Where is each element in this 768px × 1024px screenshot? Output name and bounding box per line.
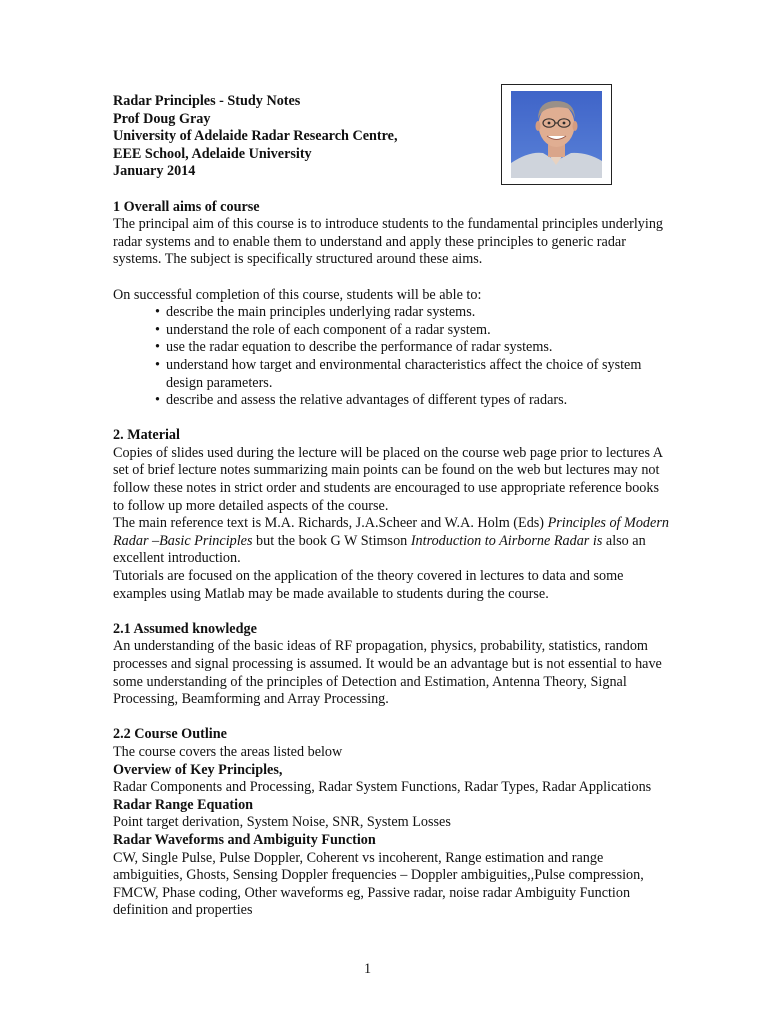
list-item: • describe the main principles underlying radar systems.	[155, 304, 673, 322]
document-date: January 2014	[113, 163, 196, 180]
section-heading-material: 2. Material	[113, 427, 180, 444]
reference-book-title: Principles of Modern Radar –Basic Principles	[113, 515, 669, 549]
section-heading-assumed-knowledge: 2.1 Assumed knowledge	[113, 620, 257, 637]
list-item: • describe and assess the relative advantages of different types of radars.	[155, 392, 673, 410]
section-heading-course-outline: 2.2 Course Outline	[113, 726, 227, 743]
tutorials-paragraph: Tutorials are focused on the application of the theory covered in lectures to data and some examples using Matlab may be made available to students during the course.	[113, 568, 624, 602]
aims-list	[113, 304, 673, 410]
reference-book-title: Introduction to Airborne Radar is	[410, 532, 603, 549]
material-paragraph: Copies of slides used during the lecture will be placed on the course web page prior to lectures A set of brief lecture notes summarizing main points can be found on the web but lectures may not follow these notes in strict order and students are encouraged to use appropriate reference books to follow up more detailed aspects of the course.	[113, 444, 663, 514]
list-item: • understand the role of each component of a radar system.	[155, 322, 673, 340]
topic-heading: Overview of Key Principles,	[113, 761, 283, 778]
document-body	[113, 93, 673, 920]
reference-text: also an excellent introduction.	[113, 532, 646, 567]
document-header	[113, 93, 673, 181]
author-affiliation: University of Adelaide Radar Research Centre,	[113, 128, 398, 145]
page-number: 1	[363, 961, 372, 977]
topic-body: Radar Components and Processing, Radar System Functions, Radar Types, Radar Applications	[113, 779, 652, 796]
section-heading-aims: 1 Overall aims of course	[113, 198, 260, 215]
aims-intro: On successful completion of this course, students will be able to:	[113, 286, 482, 303]
document-title: Radar Principles - Study Notes	[113, 93, 301, 109]
aims-paragraph: The principal aim of this course is to introduce students to the fundamental principles underlying radar systems and to enable them to understand and apply these principles to generic radar systems. The subject is specifically structured around these aims.	[113, 216, 664, 268]
course-outline-intro: The course covers the areas listed below	[113, 743, 343, 760]
topic-heading: Radar Waveforms and Ambiguity Function	[113, 831, 376, 848]
assumed-knowledge-paragraph: An understanding of the basic ideas of RF propagation, physics, probability, statistics, random processes and signal processing is assumed. It would be an advantage but is not essential to have some understanding of the principles of Detection and Estimation, Antenna Theory, Signal Processing, Beamforming and Array Processing.	[113, 638, 662, 708]
reference-text: The main reference text is M.A. Richards, J.A.Scheer and W.A. Holm (Eds)	[113, 515, 548, 532]
topic-heading: Radar Range Equation	[113, 796, 254, 813]
topic-body: CW, Single Pulse, Pulse Doppler, Coherent vs incoherent, Range estimation and range ambiguities, Ghosts, Sensing Doppler frequencies – Doppler ambiguities,,Pulse compression, FMCW, Phase coding, Other waveforms eg, Passive radar, noise radar Ambiguity Function definition and properties	[113, 849, 644, 919]
reference-text: but the book G W Stimson	[252, 532, 411, 549]
list-item: • understand how target and environmental characteristics affect the choice of system design parameters.	[155, 357, 673, 392]
author-name: Prof Doug Gray	[113, 110, 211, 127]
topic-body: Point target derivation, System Noise, SNR, System Losses	[113, 814, 451, 831]
reference-paragraph	[113, 515, 673, 568]
author-school: EEE School, Adelaide University	[113, 145, 312, 162]
list-item: • use the radar equation to describe the performance of radar systems.	[155, 339, 673, 357]
